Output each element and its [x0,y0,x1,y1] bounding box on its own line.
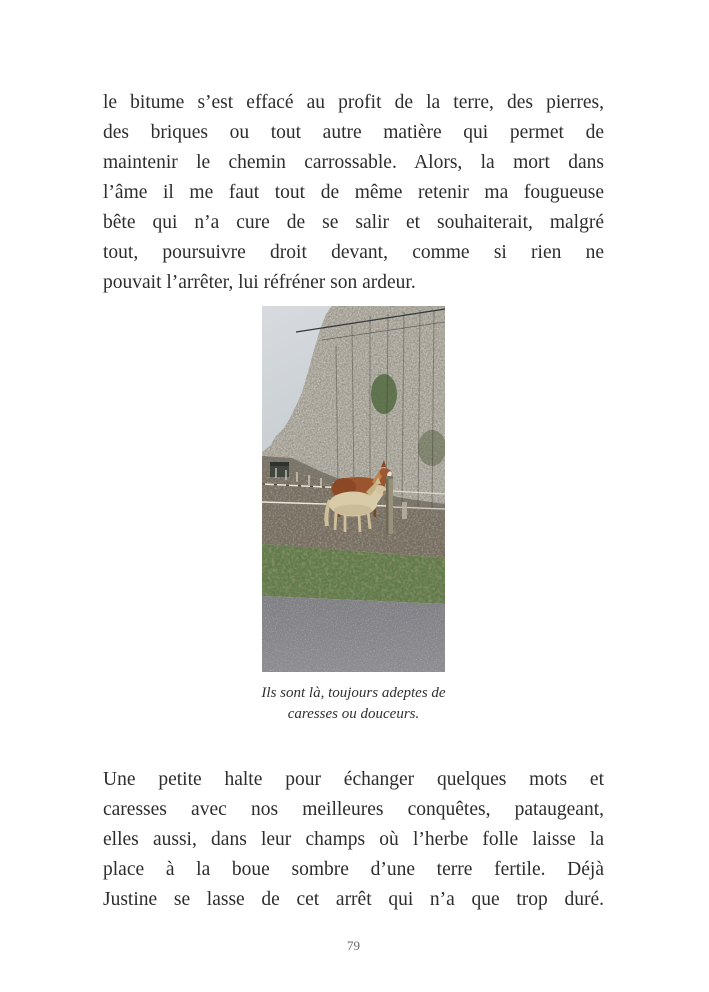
figure-photo-frame [262,306,445,672]
figure-caption [103,683,604,725]
text-line: tout, poursuivre droit devant, comme si rien ne [103,242,604,263]
text-line: le bitume s’est effacé au profit de la terre, des pierres, [103,92,604,113]
text-line: des briques ou tout autre matière qui permet de [103,122,604,143]
fence-post-wooden [386,476,393,534]
figure-photo [262,306,445,672]
text-line: l’âme il me faut tout de même retenir ma fougueuse [103,182,604,203]
text-line: bête qui n’a cure de se salir et souhaiterait, malgré [103,212,604,233]
text-line: Ils sont là, toujours adeptes de [261,685,446,701]
figure [103,306,604,725]
text-line: maintenir le chemin carrossable. Alors, la mort dans [103,152,604,173]
text-line: caresses avec nos meilleures conquêtes, pataugeant, [103,799,604,820]
text-line: caresses ou douceurs. [287,706,420,722]
green-bush [418,430,445,466]
text-line: place à la boue sombre d’une terre fertile. Déjà [103,859,604,880]
evergreen-patch [371,374,397,414]
text-line: elles aussi, dans leur champs où l’herbe folle laisse la [103,829,604,850]
paragraph-2 [103,765,604,915]
page-number: 79 [347,938,360,953]
fence-post-small [402,502,407,519]
text-line: Justine se lasse de cet arrêt qui n’a que trop duré. [103,889,604,910]
road [262,596,445,672]
paragraph-1 [103,88,604,298]
text-line: Une petite halte pour échanger quelques mots et [103,769,604,790]
text-line: pouvait l’arrêter, lui réfréner son ardeur. [103,272,416,293]
